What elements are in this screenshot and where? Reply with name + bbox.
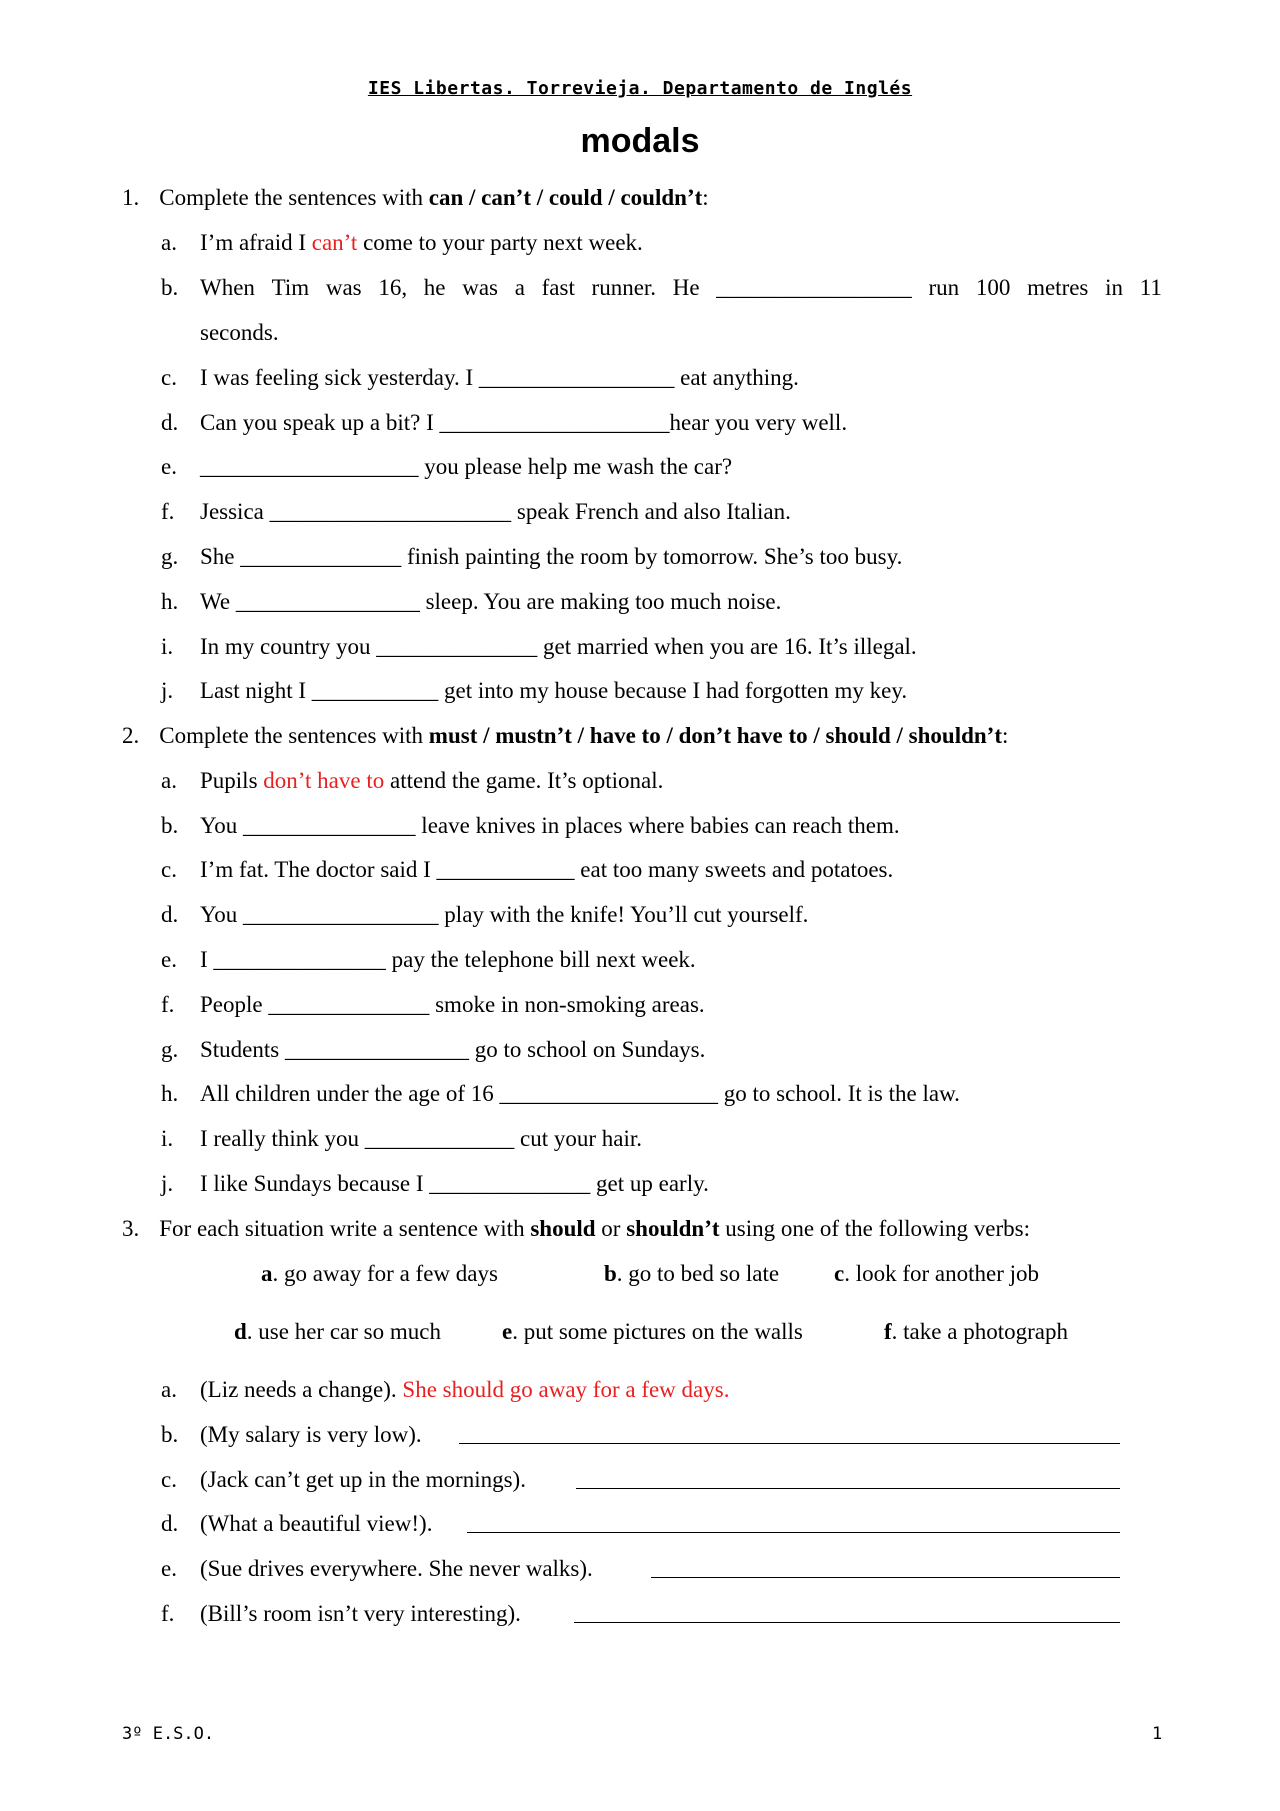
list-item: (Jack can’t get up in the mornings).	[200, 1467, 526, 1492]
exercise-3-instruction: 3. For each situation write a sentence with should or shouldn’t using one of the following verbs:	[122, 1216, 1031, 1241]
item-label: a.	[161, 1377, 177, 1402]
list-item: I was feeling sick yesterday. I _________________ eat anything.	[200, 365, 799, 390]
list-item: Jessica _____________________ speak French and also Italian.	[200, 499, 791, 524]
item-label: e.	[161, 454, 177, 479]
answer-line	[651, 1555, 1120, 1578]
item-label: j.	[161, 678, 174, 703]
item-label: c.	[161, 365, 177, 390]
item-label: e.	[161, 1556, 177, 1581]
item-label: c.	[161, 857, 177, 882]
item-label: f.	[161, 1601, 175, 1626]
exercise-number: 1.	[122, 185, 140, 210]
exercise-2-instruction: 2. Complete the sentences with must / mustn’t / have to / don’t have to / should / shouldn’t:	[122, 723, 1009, 748]
list-item: Students ________________ go to school on Sundays.	[200, 1037, 706, 1062]
list-item: (My salary is very low).	[200, 1422, 422, 1447]
list-item: I’m fat. The doctor said I ____________ eat too many sweets and potatoes.	[200, 857, 894, 882]
list-item-continuation: seconds.	[200, 320, 279, 345]
example-answer: She should go away for a few days.	[402, 1377, 730, 1402]
exercise-number: 3.	[122, 1216, 140, 1241]
answer-line	[459, 1421, 1120, 1444]
exercise-number: 2.	[122, 723, 140, 748]
example-answer: can’t	[311, 230, 358, 255]
list-item: I _______________ pay the telephone bill next week.	[200, 947, 696, 972]
list-item: She ______________ finish painting the room by tomorrow. She’s too busy.	[200, 544, 903, 569]
item-label: i.	[161, 634, 174, 659]
verb-option: f. take a photograph	[884, 1319, 1068, 1344]
item-label: b.	[161, 1422, 179, 1447]
item-label: i.	[161, 1126, 174, 1151]
item-label: a.	[161, 768, 177, 793]
instruction-keywords: must / mustn’t / have to / don’t have to / should / shouldn’t	[428, 723, 1002, 748]
exercise-1-instruction: 1. Complete the sentences with can / can’t / could / couldn’t:	[122, 185, 709, 210]
footer-page-number: 1	[1152, 1724, 1163, 1744]
item-label: e.	[161, 947, 177, 972]
verb-option: c. look for another job	[834, 1261, 1040, 1286]
verb-option: e. put some pictures on the walls	[502, 1319, 803, 1344]
list-item: Last night I ___________ get into my house because I had forgotten my key.	[200, 678, 908, 703]
list-item: (Liz needs a change). She should go away for a few days.	[200, 1377, 730, 1402]
answer-line	[467, 1510, 1120, 1533]
list-item: (Bill’s room isn’t very interesting).	[200, 1601, 521, 1626]
item-label: f.	[161, 992, 175, 1017]
item-label: h.	[161, 589, 179, 614]
item-label: c.	[161, 1467, 177, 1492]
item-label: d.	[161, 902, 179, 927]
list-item: All children under the age of 16 ___________________ go to school. It is the law.	[200, 1081, 960, 1106]
item-label: a.	[161, 230, 177, 255]
list-item: Pupils don’t have to attend the game. It’s optional.	[200, 768, 664, 793]
list-item: ___________________ you please help me wash the car?	[200, 454, 733, 479]
answer-line	[574, 1600, 1120, 1623]
item-label: d.	[161, 1511, 179, 1536]
list-item-justified: When Tim was 16, he was a fast runner. He _________________ run 100 metres in 11	[200, 275, 1162, 300]
list-item: I’m afraid I can’t come to your party next week.	[200, 230, 643, 255]
item-label: g.	[161, 544, 179, 569]
list-item: (Sue drives everywhere. She never walks).	[200, 1556, 593, 1581]
item-label: d.	[161, 410, 179, 435]
page-title: modals	[580, 122, 700, 160]
footer-course: 3º E.S.O.	[122, 1724, 215, 1744]
list-item: I like Sundays because I ______________ get up early.	[200, 1171, 709, 1196]
item-label: b.	[161, 813, 179, 838]
verb-option: b. go to bed so late	[604, 1261, 780, 1286]
item-label: j.	[161, 1171, 174, 1196]
item-label: g.	[161, 1037, 179, 1062]
verb-option: a. go away for a few days	[261, 1261, 498, 1286]
list-item: (What a beautiful view!).	[200, 1511, 433, 1536]
list-item: You _________________ play with the knife! You’ll cut yourself.	[200, 902, 809, 927]
list-item: We ________________ sleep. You are making too much noise.	[200, 589, 782, 614]
list-item: People ______________ smoke in non-smoking areas.	[200, 992, 705, 1017]
example-answer: don’t have to	[263, 768, 385, 793]
item-label: f.	[161, 499, 175, 524]
verb-option: d. use her car so much	[234, 1319, 441, 1344]
school-header: IES Libertas. Torrevieja. Departamento de Inglés	[367, 78, 913, 99]
list-item: I really think you _____________ cut your hair.	[200, 1126, 643, 1151]
answer-blank: _________________	[716, 275, 912, 300]
item-label: b.	[161, 275, 179, 300]
list-item: In my country you ______________ get married when you are 16. It’s illegal.	[200, 634, 917, 659]
list-item: You _______________ leave knives in places where babies can reach them.	[200, 813, 900, 838]
answer-line	[576, 1466, 1120, 1489]
item-label: h.	[161, 1081, 179, 1106]
list-item: Can you speak up a bit? I ____________________hear you very well.	[200, 410, 848, 435]
instruction-keywords: can / can’t / could / couldn’t	[428, 185, 703, 210]
